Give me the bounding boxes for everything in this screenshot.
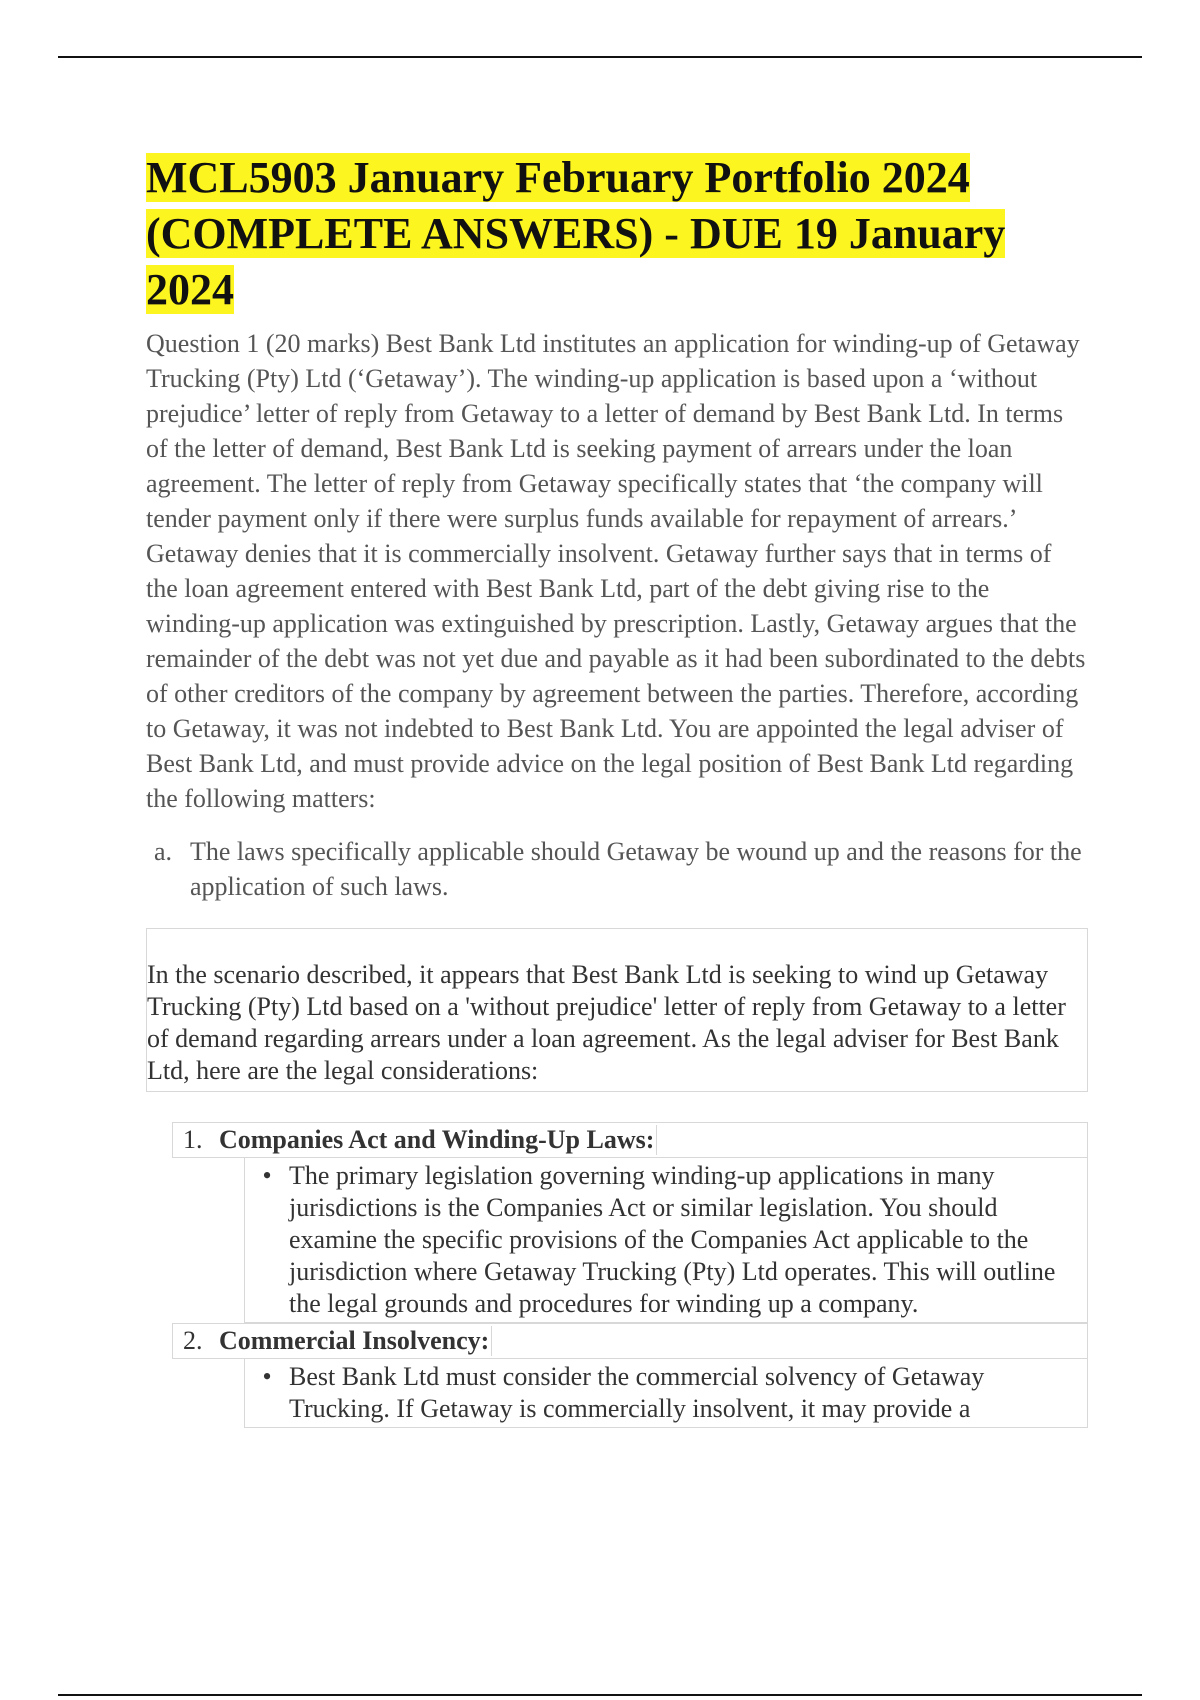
section-heading: Companies Act and Winding-Up Laws: — [219, 1125, 657, 1155]
sub-question-item — [146, 834, 1086, 904]
answer-intro-text: In the scenario described, it appears that Best Bank Ltd is seeking to wind up Getaway Trucking (Pty) Ltd based on a 'without prejudice' letter of reply from Getaway to a letter of demand regarding arrears under a loan agreement. As the legal adviser for Best Bank Ltd, here are the legal considerations: — [147, 960, 1066, 1085]
section-heading-row — [172, 1122, 1088, 1158]
sub-question-marker: a. — [154, 837, 173, 866]
section-text: The primary legislation governing winding-up applications in many jurisdictions is the Companies Act or similar legislation. You should examine the specific provisions of the Companies Act applicable to the jurisdiction where Getaway Trucking (Pty) Ltd operates. This will outline the legal grounds and procedures for winding up a company. — [289, 1161, 1056, 1318]
section-number: 2. — [183, 1326, 203, 1355]
question-text: Question 1 (20 marks) Best Bank Ltd institutes an application for winding-up of Getaway Trucking (Pty) Ltd (‘Getaway’). The winding-up application is based upon a ‘without prejudice’ letter of reply from Getaway to a letter of demand by Best Bank Ltd. In terms of the letter of demand, Best Bank Ltd is seeking payment of arrears under the loan agreement. The letter of reply from Getaway specifically states that ‘the company will tender payment only if there were surplus funds available for repayment of arrears.’ Getaway denies that it is commercially insolvent. Getaway further says that in terms of the loan agreement entered with Best Bank Ltd, part of the debt giving rise to the winding-up application was extinguished by prescription. Lastly, Getaway argues that the remainder of the debt was not yet due and payable as it had been subordinated to the debts of other creditors of the company by agreement between the parties. Therefore, according to Getaway, it was not indebted to Best Bank Ltd. You are appointed the legal adviser of Best Bank Ltd, and must provide advice on the legal position of Best Bank Ltd regarding the following matters: — [146, 329, 1086, 813]
sub-question-text: The laws specifically applicable should Getaway be wound up and the reasons for the application of such laws. — [190, 837, 1082, 901]
section-number: 1. — [183, 1125, 203, 1154]
bullet-icon: • — [262, 1362, 272, 1391]
answer-sections — [172, 1122, 1088, 1428]
section-heading-row — [172, 1323, 1088, 1359]
answer-intro-box — [146, 928, 1088, 1092]
bullet-icon: • — [262, 1161, 272, 1190]
title-highlight: MCL5903 January February Portfolio 2024 (COMPLETE ANSWERS) - DUE 19 January 2024 — [146, 153, 1006, 314]
bottom-rule — [58, 1694, 1142, 1696]
section-heading: Commercial Insolvency: — [219, 1326, 492, 1356]
document-title — [146, 150, 1086, 318]
document-body — [146, 150, 1086, 1428]
top-rule — [58, 56, 1142, 58]
section-text: Best Bank Ltd must consider the commercial solvency of Getaway Trucking. If Getaway is commercially insolvent, it may provide a — [289, 1362, 985, 1423]
sub-question-list — [146, 834, 1086, 904]
section-body — [244, 1158, 1088, 1323]
section-body — [244, 1359, 1088, 1428]
